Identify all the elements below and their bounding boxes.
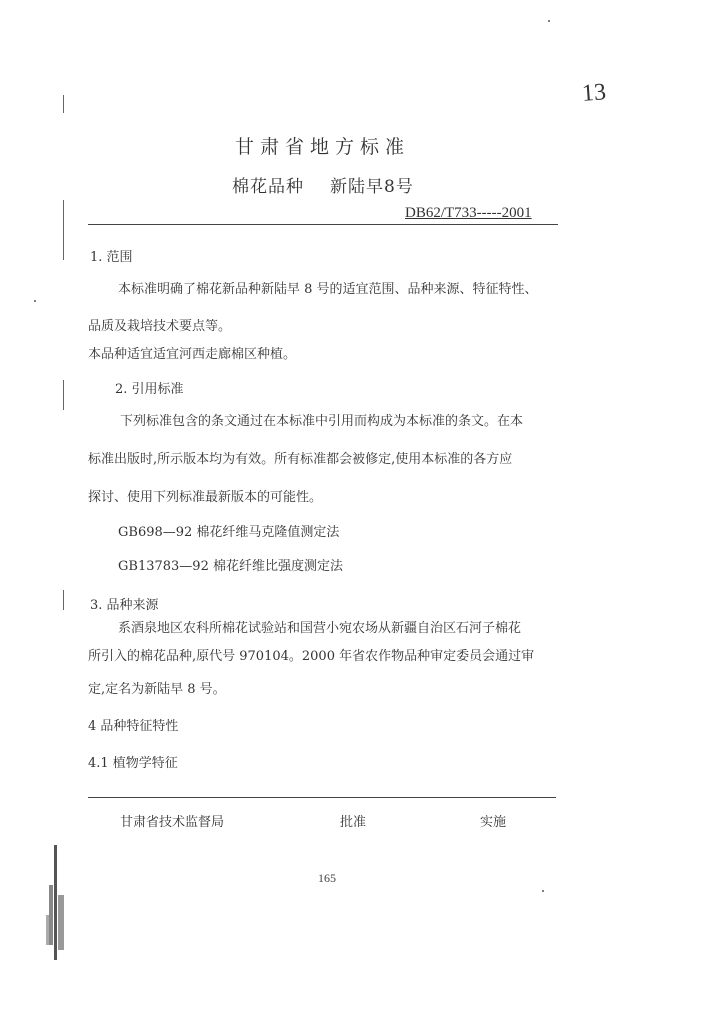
paragraph-line: 下列标准包含的条文通过在本标准中引用而构成为本标准的条文。在本	[120, 414, 524, 429]
margin-mark	[63, 200, 64, 260]
approved-label: 批准	[340, 815, 367, 830]
scan-speck	[542, 890, 544, 892]
section-heading-origin: 3. 品种来源	[90, 598, 159, 613]
document-title: 甘肃省地方标准	[235, 136, 411, 158]
paragraph-line: 本品种适宜适宜河西走廊棉区种植。	[88, 347, 297, 362]
paragraph-line: 探讨、使用下列标准最新版本的可能性。	[88, 490, 323, 505]
section-heading-scope: 1. 范围	[90, 250, 133, 265]
section-heading-references: 2. 引用标准	[115, 382, 184, 397]
reference-item: GB698—92 棉花纤维马克隆值测定法	[118, 525, 340, 540]
page-mark: 13	[581, 79, 607, 107]
scan-speck	[34, 300, 36, 302]
paragraph-line: 系酒泉地区农科所棉花试验站和国营小宛农场从新疆自治区石河子棉花	[118, 621, 522, 636]
subtitle-variety: 棉花品种	[232, 177, 304, 197]
implemented-label: 实施	[480, 815, 507, 830]
subsection-heading-botany: 4.1 植物学特征	[88, 756, 178, 771]
margin-mark	[63, 95, 64, 113]
reference-item: GB13783—92 棉花纤维比强度测定法	[118, 559, 343, 574]
header-rule	[88, 224, 558, 225]
paragraph-line: 所引入的棉花品种,原代号 970104。2000 年省农作物品种审定委员会通过审	[88, 649, 535, 664]
paragraph-line: 本标准明确了棉花新品种新陆早 8 号的适宜范围、品种来源、特征特性、	[118, 282, 538, 297]
scan-speck	[548, 20, 550, 22]
footer-rule	[88, 797, 556, 798]
standard-code: DB62/T733-----2001	[405, 205, 532, 221]
page-number: 165	[318, 871, 336, 885]
issuer: 甘肃省技术监督局	[120, 815, 225, 830]
paragraph-line: 标准出版时,所示版本均为有效。所有标准都会被修定,使用本标准的各方应	[88, 452, 513, 467]
subtitle-name: 新陆早8号	[330, 177, 414, 197]
section-heading-characteristics: 4 品种特征特性	[88, 719, 179, 734]
margin-mark	[63, 380, 64, 410]
margin-mark	[63, 590, 64, 610]
paragraph-line: 定,定名为新陆早 8 号。	[88, 682, 226, 697]
scan-binding-edge	[40, 845, 66, 960]
paragraph-line: 品质及栽培技术要点等。	[88, 319, 232, 334]
